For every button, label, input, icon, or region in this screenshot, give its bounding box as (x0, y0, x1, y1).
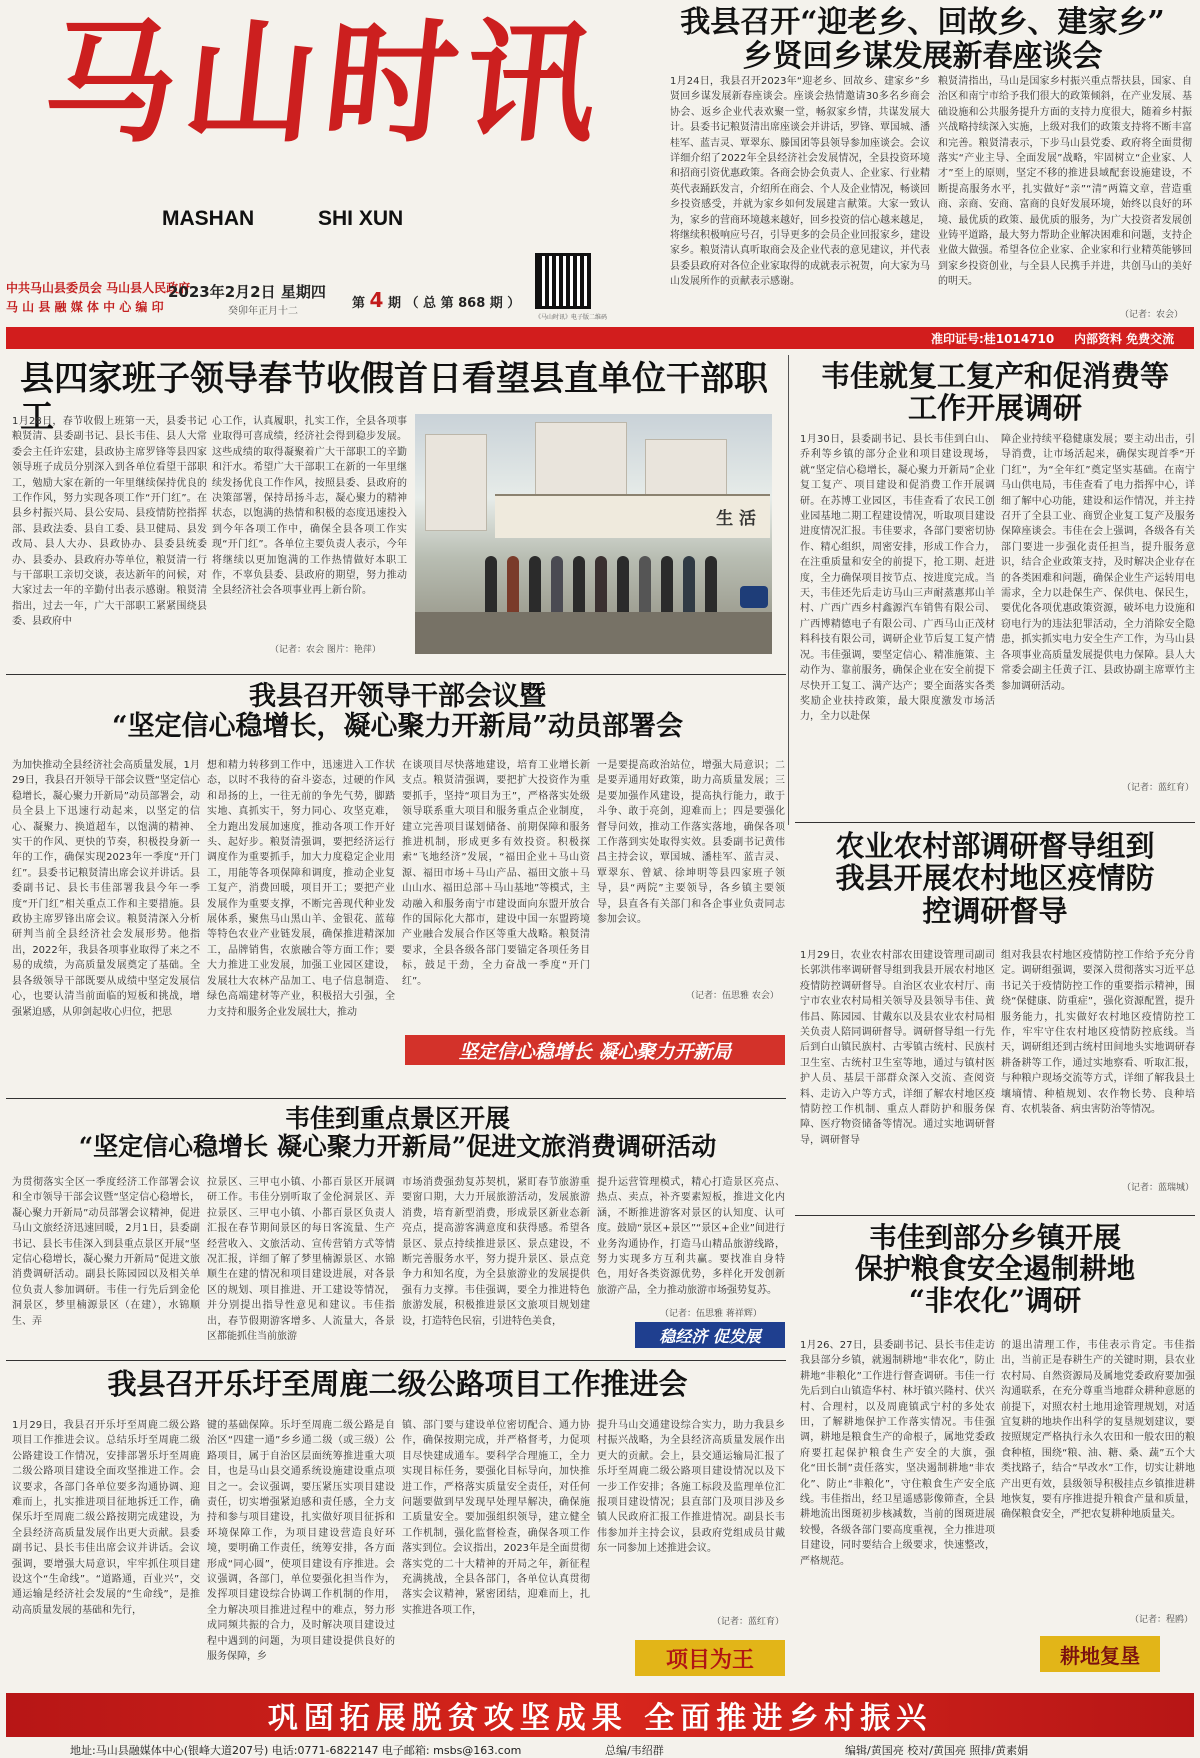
a6-col-1: 为贯彻落实全区一季度经济工作部署会议和全市领导干部会议暨“坚定信心稳增长，凝心聚力开新局”动员部署会议精神，促进马山文旅经济迅速回暖，2月1日，县委副书记、县长韦佳深入到县重点景区开展“坚定信心稳增长，凝心聚力开新局”促进文旅消费调研活动。副县长陈园园以及相关单位负责人参加调研。韦佳一行先后到金伦洞景区，梦里楠源景区（在建），水锦顺生、弄 (12, 1177, 200, 1327)
footer-slogan: 巩固拓展脱贫攻坚成果 全面推进乡村振兴 (6, 1693, 1194, 1737)
photo-building (425, 434, 487, 531)
a1-credit: （记者：农会） (1120, 310, 1184, 320)
photo-wall (495, 494, 770, 538)
a8-col-3: 镇、部门要与建设单位密切配合、通力协作，确保按期完成，并严格督考，力促项目尽快建成通车。要科学合理施工，全力实现目标任务，要强化目标导向，加快推进工作，严格落实质量安全责任，对任何问题要做到早发现早处理早解决，确保施工质量安全。要加强组织领导，建立健全工作机制，强化监督检查，确保各项工作落实到位。会议指出，2023年是全面贯彻落实党的二十大精神的开局之年，新征程充满挑战，全县各部门，各单位认真贯彻落实会议精神，紧密团结，迎难而上，扎实推进各项工作， (402, 1420, 590, 1616)
a6-title-line-1: 韦佳到重点景区开展 (284, 1104, 510, 1133)
a4-title-line-1: 我县召开领导干部会议暨 (249, 681, 546, 712)
photo-person (573, 556, 585, 614)
a5-title-line-1: 农业农村部调研督导组到 (835, 829, 1155, 863)
a7-col-1: 1月26、27日，县委副书记、县长韦佳走访我县部分乡镇，就遏制耕地“非农化”，防止耕地“非粮化”工作进行督查调研。韦佳一行先后到白山镇造华村、林圩镇兴隆村、伏兴村、合理村，以及周鹿镇武宁村的多处农田，了解耕地保护工作落实情况。韦佳强调，耕地是粮食生产的命根子，属地党委政府要扛起保护粮食生产安全的大旗，强化“田长制”责任落实，坚决遏制耕地“非农化”、防止“非粮化”，守住粮食生产安全底线。韦佳指出，经卫星遥感影像筛查，全县耕地流出图斑初步核减数，当前的图斑进展较慢，各级各部门要高度重视，全力推进项目建设，同时要结合上级要求，快速整改，严格规范。 (800, 1340, 995, 1567)
a2-col-1: 1月28日，春节收假上班第一天，县委书记粮贤清、县委副书记、县长韦佳、县人大常委会主任许宏建，县政协主席罗锋等县四家领导班子成员分别深入到各单位看望干部职工，勉励大家在新的一年里继续保持优良的工作作风，努力实现各项工作“开门红”。在县乡村振兴局、县公安局、县疫情防控指挥部、县政法委、县自工委、县卫健局、县发改局、县人大办、县政协办、县委县统委办、县委办、县政府办等单位，粮贤清一行与干部职工亲切交谈，表达新年的问候，对大家过去一年的辛勤付出表示感谢。粮贤清指出，过去一年，广大干部职工紧紧围绕县委、县政府中 (12, 416, 207, 628)
photo-person (551, 556, 563, 614)
issue-suffix: 期 （ 总 第 868 期 ） (388, 296, 521, 311)
a3-title-line-1: 韦佳就复工复产和促消费等 (820, 359, 1169, 393)
a5-title (795, 830, 1195, 927)
a7-title-line-1: 韦佳到部分乡镇开展 (868, 1221, 1121, 1254)
photo-person (705, 556, 717, 614)
masthead-title: 马山时讯 (36, 6, 614, 161)
a1-col-2: 粮贤清指出，马山是国家乡村振兴重点帮扶县，国家、自治区和南宁市给予我们很大的政策倾斜，在产业发展、基础设施和公共服务提升方面的支持力度很大，随着乡村振兴战略持续深入实施，上级对我们的政策支持将不断丰富和完善。粮贤清表示，下步马山县党委、政府将全面贯彻落实“产业主导、全面发展”战略，牢固树立“企业家、人才”至上的原则，坚定不移的推进县域配套设施建设，不断提高服务水平，扎实做好“亲”“清”两篇文章，营造重商、亲商、安商、富商的良好发展环境，始终以良好的环境、最优质的政策、最优质的服务，为广大投资者发展创业铸平道路，最大努力帮助企业解决困难和问题，支持企业做大做强。希望各位企业家、企业家和行业精英能够回到家乡投资创业，与全县人民携手并进，共创马山的美好的明天。 (938, 76, 1192, 288)
header-red-bar (6, 327, 1194, 349)
photo-ground (415, 612, 772, 654)
photo-person (529, 556, 541, 614)
footer-editors: 编辑/黄国亮 校对/黄国亮 照排/黄素娟 (845, 1744, 1029, 1757)
a5-col-1: 1月29日，农业农村部农田建设管理司副司长郭洪伟率调研督导组到我县开展农村地区疫情防控调研督导。自治区农业农村厅、南宁市农业农村局相关领导及县领导韦佳、黄伟昌、陈园园、甘戴东以及县农业农村局相关负责人陪同调研督导。调研督导组一行先后到白山镇民族村、古零镇古统村、民族村卫生室、古统村卫生室等地，通过与镇村医护人员、基层干部群众深入交流、查阅资料、走访入户等方式，详细了解农村地区疫情防控工作机制、重点人群防护和服务保障、医疗物资储备等情况。通过实地调研督导，调研督导 (800, 950, 995, 1146)
a7-col-2: 的退出清理工作，韦佳表示肯定。韦佳指出，当前正是春耕生产的关键时期，县农业农村局、自然资源局及属地党委政府要加强沟通联系，在充分尊重当地群众耕种意愿的前提下，对照农村土地用途管理规划，对适宜复耕的地块作出科学的复垦规划建议，要按照规定严格执行永久农田和一般农田的粮食种植，围绕“粮、油、糖、桑、蔬”五个大类找路子，结合“早改水”工作，切实让耕地产出更有效，县级领导积极挂点乡镇推进耕地恢复，要有序推进提升粮食产量和质量，确保粮食安全，严把农复耕种地质量关。 (1001, 1340, 1195, 1521)
a4-credit: （记者：伍思雅 农会） (686, 991, 779, 1001)
internal-note: 内部资料 免费交流 (1074, 332, 1175, 346)
a4-col-1: 为加快推动全县经济社会高质量发展，1月29日，我县召开领导干部会议暨“坚定信心稳增长，凝心聚力开新局”动员部署会，动员全县上下迅速行动起来，以坚定的信心、凝聚力、换道超车，以饱满的精神、实干的作风、更快的节奏，积极投身新一年的工作，确保实现2023年一季度“开门红”。县委书记粮贤清出席会议并讲话。县委副书记、县长韦佳部署我县今年一季度“开门红”相关重点工作和主要措施。县政协主席罗锋出席会议。粮贤清深入分析研判当前全县经济社会发展形势。他指出，2022年，我县各项事业取得了来之不易的成绩，为高质量发展奠定了基础。全县各级领导干部既要从成绩中坚定发展信心，也要认清当前面临的短板和挑战，增强紧迫感，从卯剑起收心归位，把思 (12, 760, 200, 1018)
a8-col-1: 1月29日，我县召开乐圩至周鹿二级公路项目工作推进会议。总结乐圩至周鹿二级公路建设工作情况，安排部署乐圩至周鹿二级公路项目建设全面攻坚推进工作。会议要求，各部门各单位要多沟通协调、迎难而上，扎实推进项目征地拆迁工作，确保乐圩至周鹿二级公路按期完成建设，为全县经济高质量发展作出更大贡献。县委副书记、县长韦佳出席会议并讲话。会议强调，要增强大局意识，牢牢抓住项目建设这个“生命线”。“道路通，百业兴”，交通运输是经济社会发展的“生命线”，是推动高质量发展的基础和先行， (12, 1420, 200, 1616)
a4-col-3: 在谈项目尽快落地建设，培育工业增长新支点。粮贤清强调，要把扩大投资作为重要抓手，坚持“项目为王”，严格落实处级领导联系重大项目和服务重点企业制度，建立完善项目谋划储备、前期保障和服务推进机制，形成更多有效投资。积极探索“飞地经济”发展，“福田企业＋马山资源、福田市场＋马山产品、福田文旅＋马山山水、福田总部＋马山基地”等模式，主动融入和服务南宁市建设面向东盟开放合作的国际化大都市，建设中国一东盟跨境产业融合发展合作区等重大战略。粮贤清要求，全县各级各部门要锚定各项任务目标，鼓足干劲，全力奋战一季度“开门红”。 (402, 760, 590, 987)
a1-title-line-1: 我县召开“迎老乡、回故乡、建家乡” (680, 5, 1165, 40)
a3-title (795, 360, 1195, 425)
photo-person (507, 556, 519, 614)
a6-col-2: 拉景区、三甲屯小镇、小都百景区开展调研工作。韦佳分别听取了金伦洞景区、弄拉景区、三甲屯小镇、小都百景区负责人汇报在春节期间景区的每日客流量、生产经营收入、文旅活动、宣传营销方式等情况汇报，详细了解了梦里楠源景区、水锦顺生在建的情况和项目建设进展，对各景区的规划、项目推进、开工建设等情况，并分别提出指导性意见和建议。韦佳指出，春节假期游客增多、人流量大，各景区都能抓住当前旅游 (207, 1177, 395, 1343)
a7-title (795, 1222, 1195, 1316)
qr-caption: 《马山时讯》电子版二维码 (535, 314, 608, 321)
qr-code-icon[interactable] (535, 253, 591, 309)
a3-title-line-2: 工作开展调研 (907, 391, 1082, 426)
footer-address: 地址:马山县融媒体中心(银峰大道207号) 电话:0771-6822147 电子邮箱: msbs@163.com (70, 1744, 522, 1757)
section-divider (6, 1360, 786, 1361)
issue-prefix: 第 (352, 296, 366, 311)
banner-economy: 稳经济 促发展 (635, 1322, 785, 1348)
banner-farmland: 耕地复垦 (1040, 1636, 1160, 1672)
a8-col-4: 提升马山交通建设综合实力，助力我县乡村振兴战略，为全县经济高质量发展作出更大的贡献。会上，县交通运输局汇报了乐圩至周鹿二级公路项目建设情况以及下一步工作安排；各施工标段及监理单位汇报项目建设情况；县直部门及项目涉及乡镇人民政府汇报工作推进情况。副县长韦伟参加并主持会议，县政府党组成员甘戴东一同参加上述推进会议。 (597, 1420, 785, 1555)
a2-title: 县四家班子领导春节收假首日看望县直单位干部职工 (20, 359, 768, 438)
photo-car (740, 586, 768, 608)
a3-col-2: 障企业持续平稳健康发展；要主动出击，引导消费，让市场活起来，确保实现首季“开门红”，为“全年红”奠定坚实基础。在南宁马山供电局，韦佳查看了电力指挥中心，详细了解中心功能，建设和运作情况，并主持召开了全县工业、商贸企业复工复产及服务保障座谈会。韦佳在会上强调，各级各有关部门要进一步强化责任担当，提升服务意识，结合企业政策支持，及时解决企业存在的各类困难和问题，确保企业生产运转用电需求，全力以赴保生产、保供电、保民生，要优化各项优惠政策资源，破坏电力设施和窃电行为的违法犯罪活动，全力消除安全隐患，抓实抓实电力安全生产工作，为马山县各项事业高质量发展提供电力保障。县人大常委会副主任黄子江、县政协副主席覃竹主参加调研活动。 (1001, 434, 1195, 692)
a5-title-line-3: 控调研督导 (922, 893, 1068, 928)
a6-col-3: 市场消费强劲复苏契机，紧盯春节旅游重要窗口期，大力开展旅游活动，发展旅游消费，培育新型消费，形成景区新业态新亮点，提高游客满意度和获得感。希望各景区、景点持续推进景区、景点建设，不断完善服务水平，努力提升景区、景点竞争力和知名度，为全县旅游业的发展提供强有力支撑。韦佳强调，要全力推进特色旅游发展，积极推进景区文旅项目规划建设，打造特色民宿，引进特色美食， (402, 1177, 590, 1327)
a4-title-line-2: “坚定信心稳增长，凝心聚力开新局”动员部署会 (111, 711, 684, 743)
a6-title-line-2: “坚定信心稳增长 凝心聚力开新局”促进文旅消费调研活动 (78, 1132, 717, 1161)
photo-person (683, 556, 695, 614)
a7-title-line-3: “非农化”调研 (908, 1283, 1082, 1317)
a8-col-2: 键的基础保障。乐圩至周鹿二级公路是自治区“四建一通”乡乡通二级（或三级）公路项目，属于自治区层面统筹推进重大项目，也是马山县交通系统设施建设重点项目之一。会议强调，要压紧压实项目建设责任，切实增强紧迫感和责任感，全力支持和参与项目建设，扎实做好项目征拆和环境保障工作，为项目建设营造良好环境，要明确工作责任，统筹安排，各方面形成“同心圆”，使项目建设有序推进。会议强调，各部门，单位要强化担当作为，发挥项目建设综合协调工作机制的作用，全力解决项目推进过程中的难点，努力形成同频共振的合力，及时解决项目建设过程中遇到的问题，为项目建设提供良好的服务保障，乡 (207, 1420, 395, 1663)
a5-credit: （记者：蓝瑞城） (1122, 1183, 1195, 1193)
masthead-pinyin-1: MASHAN (162, 207, 255, 230)
photo-person (639, 556, 651, 614)
section-divider (795, 1215, 1195, 1216)
section-divider (6, 674, 786, 675)
permit-number: 准印证号:桂1014710 (931, 332, 1055, 346)
a3-credit: （记者：蓝红育） (1122, 783, 1195, 793)
photo-person (661, 556, 673, 614)
a1-title (650, 6, 1195, 73)
a6-title (10, 1105, 785, 1161)
a1-col-1: 1月24日，我县召开2023年“迎老乡、回故乡、建家乡”乡贤回乡谋发展新春座谈会。座谈会热情邀请30多名乡商会协会、返乡企业代表欢聚一堂，畅叙家乡情，共谋发展大计。县委书记粮贤清出席座谈会并讲话，罗锋、覃国城、潘桂军、蓝吉灵、覃翠东、滕国团等县领导参加座谈会。会议详细介绍了2022年全县经济社会发展情况，全县投资环境和招商引资优惠政策。各商会协会负责人、企业家、行业精英代表踊跃发言，介绍所在商会、个人及企业情况，畅谈回乡投资感受，并就为家乡如何发展建言献策。大家一致认为，家乡的营商环境越来越好，回乡投资的信心越来越足，将继续积极响应号召，引导更多的会员企业回报家乡，建设家乡。粮贤清认真听取商会及企业代表的意见建议，并代表县委县政府对各位企业家取得的成就表示祝贺，向大家为马山发展所作的贡献表示感谢。 (670, 76, 930, 288)
photo-person (617, 556, 629, 614)
a3-col-1: 1月30日，县委副书记、县长韦佳到白山、乔利等乡镇的部分企业和项目建设现场，就“坚定信心稳增长，凝心聚力开新局”企业复工复产、项目建设和促消费工作开展调研。在苏博工业园区，韦佳查看了农民工创业园基地二期工程建设情况，听取项目建设进度情况汇报。韦佳要求，各部门要密切协作、精心组织，周密安排，形成工作合力，在注重质量和安全的前提下，抢工期、赶进度，全力确保项目按节点、按进度完成。当天，韦佳还先后走访马山三声耐蒸惠邦山羊村、广西广西乡村鑫源汽车销售有限公司、广西博精德电子有限公司、广西马山正茂材料科技有限公司，调研企业节后复工复产情况。韦佳强调，要坚定信心、精准施策、主动作为、靠前服务，确保企业在安全前提下尽快开工复工、满产达产；要全面落实各类奖励企业扶持政策，最大限度激发市场活力，全力以赴保 (800, 434, 995, 723)
a4-col-4: 一是要提高政治站位，增强大局意识；二是要弄通用好政策，助力高质量发展；三是要加强作风建设，提高执行能力，敢于斗争、敢于亮剑，迎难而上；四是要强化督导问效，推动工作落实落地，确保各项工作落到实处取得实效。县委副书记黄伟昌主持会议，覃国城、潘桂军、蓝吉灵、覃翠东、曾斌、徐坤明等县四家班子领导，县“两院”主要领导，各乡镇主要领导，县直各有关部门和各企事业负责同志参加会议。 (597, 760, 785, 926)
a2-col-2: 心工作，认真履职，扎实工作，全县各项事业取得可喜成绩，经济社会得到稳步发展。这些成绩的取得凝聚着广大干部职工的辛勤和汗水。希望广大干部职工在新的一年里继续发扬优良工作作风，按照县委、县政府的决策部署，保持昂扬斗志，凝心聚力的精神状态，以饱满的热情和积极的态度迅速投入到今年各项工作中，确保全县各项工作实现“开门红”。各单位主要负责人表示，今年将继续以更加饱满的工作热情做好本职工作，不辜负县委、县政府的期望，努力推动全县经济社会各项事业再上新台阶。 (212, 416, 407, 597)
a5-col-2: 组对我县农村地区疫情防控工作给予充分肯定。调研组强调，要深入贯彻落实习近平总书记关于疫情防控工作的重要指示精神，围绕“保健康、防重症”，强化资源配置，提升服务能力，扎实做好农村地区疫情防控工作，牢牢守住农村地区疫情防控底线。当天，调研组还到古统村田间地头实地调研春耕备耕等工作，通过实地察看、听取汇报，与种粮户现场交流等方式，详细了解我县土壤墒情、种植规划、农作物长势、良种培育、农机装备、病虫害防治等情况。 (1001, 950, 1195, 1116)
issue-num: 4 (369, 288, 384, 312)
a8-credit: （记者：蓝红育） (712, 1617, 785, 1627)
a6-col-4: 提升运营管理模式，精心打造景区亮点、热点、卖点，补齐要素短板，推进文化内涵，不断推进游客对景区的认知度、认可度。鼓励“景区+景区”“景区+企业”间进行业务沟通协作，打造马山精品旅游线路，努力实现多方互利共赢。要找准自身特色，用好各类资源优势，多样化开发创新旅游产品，全力推动旅游市场强势复苏。 (597, 1177, 785, 1296)
a8-title: 我县召开乐圩至周鹿二级公路项目工作推进会 (107, 1367, 688, 1401)
issue-date: 2023年2月2日 星期四 (168, 283, 326, 301)
banner-confidence: 坚定信心稳增长 凝心聚力开新局 (405, 1035, 785, 1065)
issue-number (352, 288, 520, 312)
news-photo (415, 414, 772, 654)
footer-editor-in-chief: 总编/韦绍群 (605, 1744, 664, 1757)
lunar-date: 癸卯年正月十二 (228, 306, 298, 317)
masthead-pinyin-2: SHI XUN (318, 207, 404, 230)
photo-person (485, 556, 497, 614)
a4-title (10, 682, 785, 742)
org-line-1: 中共马山县委员会 马山县人民政府 (6, 281, 191, 295)
a6-credit: （记者：伍思雅 蒋祥辉） (660, 1309, 762, 1319)
photo-wall-sign: 生 活 (716, 509, 756, 529)
a2-credit: （记者：农会 图片：艳萍） (270, 645, 381, 655)
a1-title-line-2: 乡贤回乡谋发展新春座谈会 (742, 38, 1103, 74)
a5-title-line-2: 我县开展农村地区疫情防 (835, 861, 1155, 896)
a7-title-line-2: 保护粮食安全遏制耕地 (854, 1252, 1135, 1286)
photo-building (535, 422, 627, 504)
a7-credit: （记者：程鸥） (1130, 1615, 1194, 1625)
a4-col-2: 想和精力转移到工作中，迅速进入工作状态，以时不我待的奋斗姿态，过硬的作风和昂扬的上，一往无前的争先气势，脚踏实地、真抓实干，努力同心、攻坚克难，全力跑出发展加速度，推动各项工作开好头、起好步。粮贤清强调，要把经济运行调度作为重要抓手，加大力度稳定企业用工，用能等各项保障和调度，推动企业复工复产，消费回暖，项目开工；要把产业发展作为重要支撑，不断完善现代种业发展体系，聚焦马山黑山羊、金银花、蓝莓等特色农业产业链发展，确保推进精深加工，品牌销售，农旅融合等方面工作；要大力推进工业发展，加强工业园区建设，发展壮大农林产品加工、电子信息制造、绿色高端建材等产业，积极招大引强，全力支持和服务企业发展壮大，推动 (207, 760, 395, 1018)
org-line-2: 马 山 县 融 媒 体 中 心 编 印 (6, 300, 164, 314)
photo-building (645, 439, 727, 501)
photo-person (595, 556, 607, 614)
banner-project: 项目为王 (635, 1640, 785, 1676)
section-divider (6, 1098, 786, 1099)
column-divider (788, 355, 789, 825)
section-divider (795, 822, 1195, 823)
